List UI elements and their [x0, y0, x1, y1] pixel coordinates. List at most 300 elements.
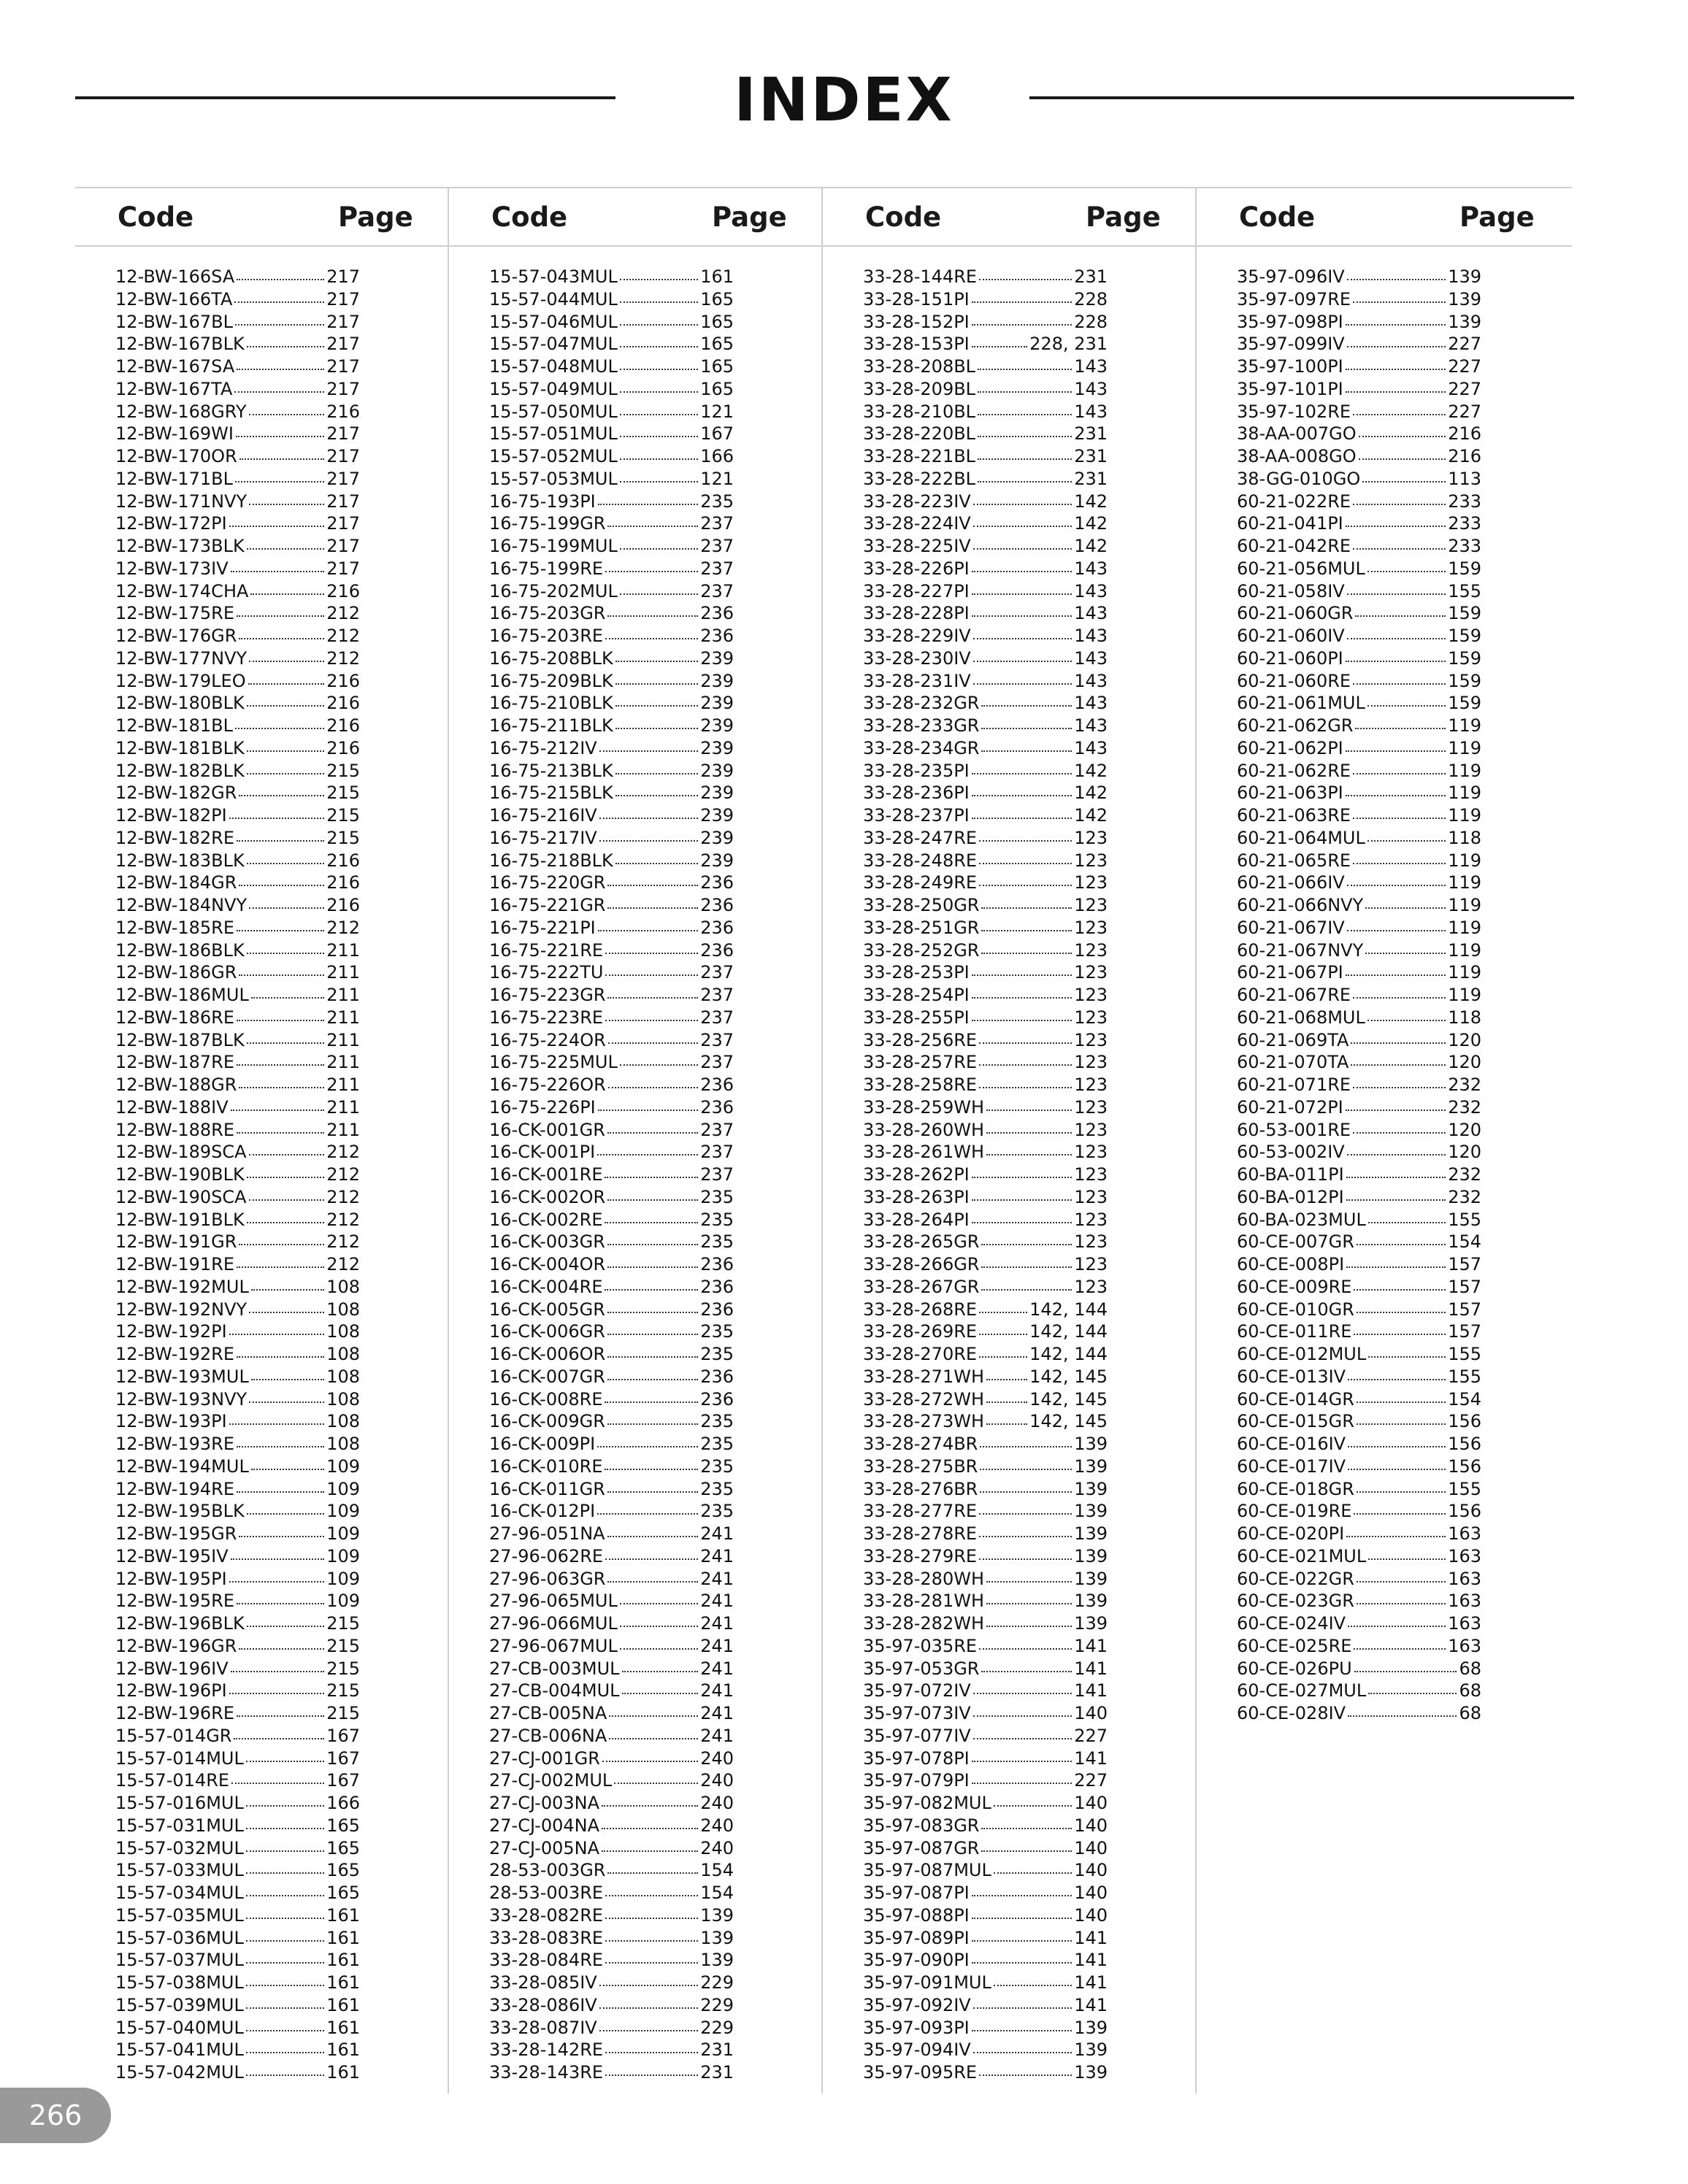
entry-code: 35-97-100PI	[1237, 356, 1343, 377]
dot-leader	[1347, 345, 1446, 347]
entry-code: 12-BW-182RE	[115, 827, 235, 848]
dot-leader	[605, 1916, 698, 1919]
dot-leader	[972, 1220, 1072, 1223]
entry-page: 239	[700, 850, 734, 871]
dot-leader	[231, 1557, 325, 1560]
dot-leader	[1346, 973, 1446, 976]
index-entry	[863, 961, 1108, 984]
dot-leader	[1353, 682, 1446, 685]
entry-page: 165	[700, 288, 734, 309]
entry-page: 142	[1074, 536, 1108, 556]
entry-code: 12-BW-186GR	[115, 962, 237, 983]
dot-leader	[978, 434, 1072, 437]
index-entry	[115, 1769, 360, 1792]
index-entry	[115, 1276, 360, 1299]
index-entry	[1237, 1590, 1481, 1612]
entry-page: 157	[1448, 1299, 1481, 1320]
entry-page: 217	[326, 311, 360, 332]
index-entry	[115, 1837, 360, 1860]
dot-leader	[246, 1759, 324, 1762]
index-entry	[489, 1658, 734, 1680]
index-entry	[1237, 1635, 1481, 1658]
entry-code: 16-CK-007GR	[489, 1366, 605, 1387]
entry-page: 215	[326, 1635, 360, 1656]
page-header: Page	[1459, 201, 1535, 233]
column-divider	[1195, 187, 1197, 2093]
entry-code: 60-CE-009RE	[1237, 1276, 1352, 1297]
entry-code: 60-21-060PI	[1237, 647, 1343, 669]
entry-code: 60-CE-020PI	[1237, 1523, 1345, 1544]
column-divider	[821, 187, 823, 2093]
entry-code: 60-21-067NVY	[1237, 939, 1364, 961]
index-entry	[1237, 1276, 1481, 1299]
entry-page: 235	[700, 1501, 734, 1522]
index-entry	[115, 2039, 360, 2061]
index-entry	[863, 647, 1108, 670]
dot-leader	[607, 906, 698, 909]
index-entry	[1237, 1141, 1481, 1164]
dot-leader	[237, 1018, 324, 1021]
index-entry	[489, 1074, 734, 1096]
index-entry	[863, 1231, 1108, 1253]
entry-code: 60-BA-023MUL	[1237, 1209, 1366, 1230]
entry-page: 119	[1448, 962, 1481, 983]
entry-code: 60-21-068MUL	[1237, 1007, 1365, 1028]
entry-code: 35-97-097RE	[1237, 288, 1351, 309]
index-entry	[489, 1253, 734, 1276]
entry-code: 33-28-276BR	[863, 1478, 978, 1499]
index-entry	[1237, 288, 1481, 311]
dot-leader	[972, 1893, 1072, 1896]
entry-page: 108	[326, 1276, 360, 1297]
entry-page: 109	[326, 1523, 360, 1544]
dot-leader	[979, 1647, 1072, 1650]
entry-page: 227	[1074, 1725, 1108, 1746]
entry-code: 33-28-226PI	[863, 558, 970, 579]
index-entry	[489, 737, 734, 760]
dot-leader	[1359, 434, 1446, 437]
entry-code: 35-97-095RE	[863, 2062, 978, 2083]
entry-page: 143	[1074, 378, 1108, 399]
entry-page: 68	[1459, 1703, 1481, 1723]
index-entry	[115, 288, 360, 311]
entry-code: 33-28-229IV	[863, 626, 971, 646]
entry-code: 35-97-079PI	[863, 1770, 970, 1791]
index-entry	[489, 1141, 734, 1164]
index-entry	[863, 423, 1108, 445]
index-entry	[115, 827, 360, 850]
entry-page: 217	[326, 446, 360, 466]
index-entry	[489, 625, 734, 647]
entry-code: 15-57-043MUL	[489, 266, 618, 287]
dot-leader	[249, 1400, 324, 1403]
index-entry	[489, 1456, 734, 1478]
dot-leader	[247, 951, 324, 954]
dot-leader	[994, 1804, 1072, 1807]
entry-code: 28-53-003RE	[489, 1883, 604, 1903]
entry-code: 60-21-063RE	[1237, 805, 1351, 826]
dot-leader	[620, 1647, 698, 1650]
index-entry	[1237, 1253, 1481, 1276]
entry-page: 241	[700, 1613, 734, 1634]
dot-leader	[979, 2073, 1072, 2076]
entry-page: 123	[1074, 1029, 1108, 1050]
dot-leader	[981, 951, 1072, 954]
entry-page: 228, 231	[1029, 334, 1108, 355]
entry-code: 33-28-273WH	[863, 1411, 984, 1432]
entry-page: 165	[700, 356, 734, 377]
index-entry	[115, 670, 360, 693]
index-entry	[115, 961, 360, 984]
index-entry	[489, 535, 734, 558]
dot-leader	[973, 659, 1072, 662]
entry-code: 12-BW-191RE	[115, 1254, 235, 1274]
index-entry	[1237, 423, 1481, 445]
dot-leader	[249, 906, 324, 909]
entry-page: 118	[1448, 1007, 1481, 1028]
entry-page: 235	[700, 1434, 734, 1454]
dot-leader	[1357, 1490, 1446, 1493]
dot-leader	[237, 928, 324, 931]
entry-code: 12-BW-193NVY	[115, 1388, 248, 1410]
entry-page: 156	[1448, 1411, 1481, 1432]
index-entry	[863, 355, 1108, 378]
dot-leader	[607, 1490, 698, 1493]
entry-code: 27-96-067MUL	[489, 1635, 618, 1656]
index-entry	[489, 1523, 734, 1545]
entry-page: 157	[1448, 1276, 1481, 1297]
index-entry	[115, 2017, 360, 2039]
index-entry	[115, 1164, 360, 1186]
dot-leader	[979, 1085, 1072, 1088]
entry-code: 33-28-263PI	[863, 1186, 970, 1207]
dot-leader	[1357, 1602, 1446, 1604]
index-entry	[863, 1590, 1108, 1612]
dot-leader	[605, 1557, 698, 1560]
entry-page: 211	[326, 1119, 360, 1140]
entry-page: 140	[1074, 1815, 1108, 1836]
dot-leader	[1353, 502, 1446, 505]
entry-code: 33-28-227PI	[863, 580, 970, 601]
entry-page: 211	[326, 1052, 360, 1073]
entry-page: 231	[700, 2062, 734, 2083]
dot-leader	[249, 659, 324, 662]
index-entry	[489, 1590, 734, 1612]
dot-leader	[1348, 1445, 1446, 1447]
dot-leader	[1354, 1512, 1446, 1515]
dot-leader	[981, 1288, 1072, 1291]
entry-page: 123	[1074, 1119, 1108, 1140]
index-entry	[863, 1949, 1108, 1972]
index-entry	[115, 1029, 360, 1052]
index-entry	[489, 1927, 734, 1950]
entry-code: 16-CK-001RE	[489, 1164, 603, 1185]
entry-page: 237	[700, 580, 734, 601]
entry-code: 27-96-066MUL	[489, 1613, 618, 1634]
dot-leader	[972, 614, 1072, 617]
entry-page: 139	[1074, 1434, 1108, 1454]
dot-leader	[235, 726, 324, 729]
entry-page: 119	[1448, 737, 1481, 758]
entry-page: 143	[1074, 401, 1108, 422]
index-entry	[115, 939, 360, 962]
dot-leader	[972, 1759, 1072, 1762]
entry-code: 35-97-096IV	[1237, 266, 1345, 287]
entry-page: 237	[700, 1007, 734, 1028]
index-entry	[115, 1792, 360, 1815]
entry-page: 241	[700, 1635, 734, 1656]
entry-page: 119	[1448, 872, 1481, 893]
entry-page: 239	[700, 827, 734, 848]
entry-page: 167	[700, 423, 734, 445]
entry-code: 12-BW-193RE	[115, 1434, 235, 1454]
dot-leader	[620, 457, 698, 460]
index-entry	[863, 984, 1108, 1007]
index-entry	[489, 288, 734, 311]
column-header	[1197, 187, 1570, 245]
index-entry	[489, 558, 734, 580]
index-entry	[1237, 1680, 1481, 1702]
dot-leader	[246, 1826, 324, 1829]
dot-leader	[1354, 1288, 1446, 1291]
entry-code: 60-21-063PI	[1237, 783, 1343, 804]
entry-code: 16-75-203GR	[489, 603, 606, 624]
entry-code: 16-75-221PI	[489, 917, 596, 938]
entry-page: 163	[1448, 1523, 1481, 1544]
dot-leader	[235, 480, 324, 482]
dot-leader	[620, 592, 698, 595]
entry-page: 139	[1448, 266, 1481, 287]
entry-page: 236	[700, 603, 734, 624]
entry-page: 216	[326, 580, 360, 601]
entry-code: 60-21-067RE	[1237, 985, 1351, 1005]
index-entry	[863, 1635, 1108, 1658]
entry-page: 139	[1074, 2039, 1108, 2061]
index-entry	[863, 1478, 1108, 1501]
entry-code: 12-BW-179LEO	[115, 670, 246, 691]
entry-page: 239	[700, 670, 734, 691]
entry-code: 16-75-210BLK	[489, 693, 613, 714]
entry-code: 60-53-002IV	[1237, 1142, 1345, 1163]
index-entry	[489, 804, 734, 827]
index-entry	[863, 1680, 1108, 1702]
entry-code: 33-28-258RE	[863, 1074, 978, 1095]
index-entry	[115, 1702, 360, 1725]
index-entry	[1237, 1702, 1481, 1725]
index-entry	[863, 1366, 1108, 1388]
dot-leader	[615, 682, 698, 685]
entry-code: 15-57-033MUL	[115, 1860, 244, 1881]
entry-code: 27-CB-005NA	[489, 1703, 607, 1723]
index-entry	[863, 1972, 1108, 1994]
dot-leader	[605, 1939, 698, 1942]
entry-code: 27-96-063GR	[489, 1568, 606, 1589]
dot-leader	[972, 300, 1072, 303]
dot-leader	[602, 1826, 698, 1829]
entry-page: 154	[1448, 1231, 1481, 1253]
entry-code: 33-28-087IV	[489, 2017, 597, 2038]
index-entry	[863, 1164, 1108, 1186]
entry-code: 16-75-226OR	[489, 1074, 606, 1095]
entry-page: 233	[1448, 513, 1481, 534]
index-entry	[115, 1096, 360, 1119]
dot-leader	[229, 1332, 324, 1335]
entry-code: 16-75-221RE	[489, 939, 604, 961]
entry-page: 215	[326, 783, 360, 804]
entry-code: 12-BW-172PI	[115, 513, 227, 534]
index-entry	[115, 1612, 360, 1635]
entry-page: 155	[1448, 1478, 1481, 1499]
dot-leader	[972, 2029, 1072, 2031]
dot-leader	[1353, 300, 1446, 303]
entry-code: 12-BW-196PI	[115, 1680, 227, 1702]
index-entry	[863, 715, 1108, 737]
index-entry	[489, 445, 734, 468]
entry-code: 16-CK-009PI	[489, 1434, 596, 1454]
dot-leader	[607, 1310, 698, 1313]
dot-leader	[981, 1265, 1072, 1268]
entry-code: 60-21-071RE	[1237, 1074, 1351, 1095]
dot-leader	[598, 1108, 698, 1111]
dot-leader	[981, 1669, 1072, 1672]
entry-page: 231	[1074, 446, 1108, 466]
entry-code: 35-97-087GR	[863, 1837, 980, 1858]
entry-code: 16-CK-012PI	[489, 1501, 596, 1522]
dot-leader	[978, 480, 1072, 482]
entry-page: 142	[1074, 491, 1108, 512]
entry-page: 156	[1448, 1456, 1481, 1477]
index-entry	[863, 311, 1108, 334]
index-list	[489, 266, 734, 2084]
dot-leader	[247, 1175, 324, 1178]
entry-page: 241	[700, 1680, 734, 1702]
entry-page: 109	[326, 1456, 360, 1477]
entry-code: 12-BW-185RE	[115, 917, 235, 938]
entry-page: 142, 144	[1029, 1344, 1108, 1364]
entry-code: 12-BW-186RE	[115, 1007, 235, 1028]
entry-code: 12-BW-196IV	[115, 1658, 229, 1679]
dot-leader	[605, 2073, 698, 2076]
index-entry	[115, 1747, 360, 1770]
index-entry	[489, 1702, 734, 1725]
dot-leader	[1347, 928, 1446, 931]
entry-code: 33-28-268RE	[863, 1299, 978, 1320]
dot-leader	[607, 1534, 699, 1537]
entry-page: 119	[1448, 939, 1481, 961]
index-entry	[1237, 670, 1481, 693]
index-entry	[489, 2061, 734, 2084]
dot-leader	[1346, 793, 1446, 796]
entry-page: 161	[326, 2017, 360, 2038]
dot-leader	[247, 1041, 324, 1044]
index-entry	[1237, 939, 1481, 962]
entry-code: 35-97-087MUL	[863, 1860, 991, 1881]
index-entry	[489, 311, 734, 334]
entry-code: 12-BW-188GR	[115, 1074, 237, 1095]
entry-code: 35-97-090PI	[863, 1950, 970, 1971]
index-entry	[863, 1119, 1108, 1142]
entry-code: 16-75-199RE	[489, 558, 604, 579]
dot-leader	[607, 1377, 698, 1380]
entry-code: 33-28-152PI	[863, 311, 970, 332]
entry-code: 33-28-262PI	[863, 1164, 970, 1185]
entry-page: 231	[1074, 266, 1108, 287]
entry-page: 165	[326, 1837, 360, 1858]
dot-leader	[973, 1714, 1072, 1717]
entry-page: 161	[326, 1904, 360, 1926]
entry-code: 33-28-084RE	[489, 1950, 604, 1971]
index-entry	[115, 423, 360, 445]
index-entry	[863, 1141, 1108, 1164]
index-entry	[115, 804, 360, 827]
entry-page: 139	[1074, 1568, 1108, 1589]
index-entry	[863, 1994, 1108, 2017]
entry-code: 12-BW-187RE	[115, 1052, 235, 1073]
dot-leader	[237, 1131, 324, 1134]
entry-page: 216	[326, 693, 360, 714]
entry-page: 123	[1074, 1254, 1108, 1274]
entry-page: 212	[326, 1164, 360, 1185]
entry-page: 123	[1074, 1074, 1108, 1095]
entry-code: 12-BW-195PI	[115, 1568, 227, 1589]
dot-leader	[986, 1377, 1027, 1380]
index-entry	[489, 872, 734, 894]
entry-page: 235	[700, 491, 734, 512]
entry-code: 15-57-035MUL	[115, 1904, 244, 1926]
index-entry	[115, 558, 360, 580]
entry-page: 237	[700, 1029, 734, 1050]
index-entry	[863, 1007, 1108, 1029]
entry-code: 33-28-210BL	[863, 401, 976, 422]
index-entry	[489, 1119, 734, 1142]
index-entry	[863, 401, 1108, 423]
entry-page: 159	[1448, 670, 1481, 691]
entry-page: 233	[1448, 536, 1481, 556]
entry-code: 27-96-062RE	[489, 1545, 604, 1566]
entry-code: 33-28-277RE	[863, 1501, 978, 1522]
entry-page: 241	[700, 1658, 734, 1679]
index-entry	[1237, 1186, 1481, 1209]
entry-page: 159	[1448, 693, 1481, 714]
entry-page: 140	[1074, 1883, 1108, 1903]
entry-code: 35-97-073IV	[863, 1703, 971, 1723]
entry-code: 15-57-042MUL	[115, 2062, 244, 2083]
dot-leader	[981, 1849, 1072, 1852]
entry-code: 12-BW-182PI	[115, 805, 227, 826]
entry-code: 12-BW-190SCA	[115, 1186, 247, 1207]
entry-page: 108	[326, 1411, 360, 1432]
dot-leader	[615, 861, 698, 864]
entry-page: 159	[1448, 558, 1481, 579]
index-entry	[489, 850, 734, 872]
entry-code: 60-CE-021MUL	[1237, 1545, 1367, 1566]
entry-page: 140	[1074, 1703, 1108, 1723]
entry-page: 123	[1074, 1142, 1108, 1163]
dot-leader	[1348, 1624, 1446, 1627]
index-entry	[115, 782, 360, 804]
entry-page: 217	[326, 468, 360, 489]
entry-code: 12-BW-173BLK	[115, 536, 245, 556]
entry-page: 241	[700, 1591, 734, 1612]
index-entry	[1237, 1051, 1481, 1074]
entry-page: 217	[326, 356, 360, 377]
index-entry	[115, 1658, 360, 1680]
dot-leader	[607, 1580, 698, 1583]
entry-code: 33-28-249RE	[863, 872, 978, 893]
dot-leader	[986, 1131, 1072, 1134]
entry-code: 27-96-051NA	[489, 1523, 605, 1544]
entry-code: 12-BW-193PI	[115, 1411, 227, 1432]
